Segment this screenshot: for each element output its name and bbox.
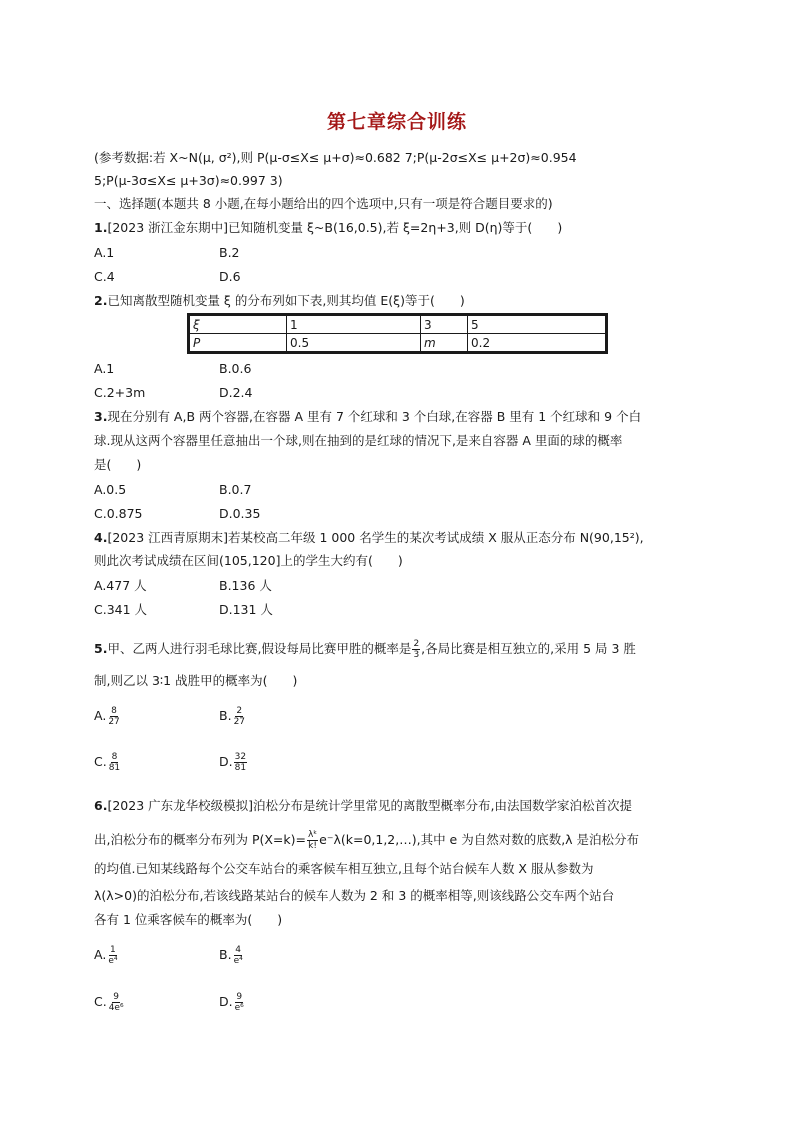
table-cell: m [421,334,468,353]
section-header: 一、选择题(本题共 8 小题,在每小题给出的四个选项中,只有一项是符合题目要求的) [94,196,553,211]
table-cell: ξ [189,315,287,334]
numerator: 8 [111,706,117,716]
table-row [189,334,607,353]
option-d [219,992,246,1013]
fraction [234,992,245,1013]
table-row [189,315,607,334]
table-cell: 0.5 [287,334,421,353]
question-6-line-4: λ(λ>0)的泊松分布,若该线路某站台的候车人数为 2 和 3 的概率相等,则该线路公交车两个站台 [94,888,615,903]
option-c: C.4 [94,269,115,284]
option-b: B.0.6 [219,361,252,376]
fraction [108,752,121,773]
numerator: 1 [110,945,116,955]
question-6-line-5: 各有 1 位乘客候车的概率为( ) [94,912,283,927]
question-text: [2023 广东龙华校级模拟]泊松分布是统计学里常见的离散型概率分布,由法国数学家泊松首次提 [107,798,632,813]
fraction [107,945,118,966]
option-label: B. [219,947,232,962]
option-label: C. [94,754,107,769]
question-4-line-2: 则此次考试成绩在区间(105,120]上的学生大约有( ) [94,553,403,568]
option-a [94,945,119,966]
page-title: 第七章综合训练 [326,111,467,133]
numerator: 4 [235,945,241,955]
option-label: D. [219,754,233,769]
question-number: 5. [94,641,108,656]
denominator: 81 [108,763,121,773]
table-cell: P [189,334,287,353]
question-text: 已知离散型随机变量 ξ 的分布列如下表,则其均值 E(ξ)等于( ) [107,293,465,308]
option-b: B.2 [219,245,240,260]
fraction [412,639,420,660]
question-text: 出,泊松分布的概率分布列为 P(X=k)= [94,832,306,847]
fraction [307,830,318,851]
reference-data-line-1: (参考数据:若 X~N(μ, σ²),则 P(μ-σ≤X≤ μ+σ)≈0.682 7;P(μ-2σ≤X≤ μ+2σ)≈0.954 [94,150,577,165]
denominator: e⁴ [108,956,118,966]
denominator: e⁴ [233,956,243,966]
question-number: 1. [94,220,108,235]
option-a: A.1 [94,245,115,260]
question-1 [94,219,562,237]
numerator: 9 [113,992,119,1002]
option-c: C.2+3m [94,385,146,400]
question-number: 3. [94,409,108,424]
option-a [94,706,122,727]
question-text: 现在分别有 A,B 两个容器,在容器 A 里有 7 个红球和 3 个白球,在容器 B 里有 1 个红球和 9 个白 [107,409,642,424]
question-text: 甲、乙两人进行羽毛球比赛,假设每局比赛甲胜的概率是 [107,641,412,656]
question-number: 2. [94,293,108,308]
option-label: B. [219,708,232,723]
question-number: 4. [94,530,108,545]
question-text: ,各局比赛是相互独立的,采用 5 局 3 胜 [421,641,636,656]
option-a: A.1 [94,361,115,376]
option-d: D.0.35 [219,506,261,521]
option-c: C.0.875 [94,506,143,521]
table-cell: 1 [287,315,421,334]
question-5-line-2: 制,则乙以 3∶1 战胜甲的概率为( ) [94,673,298,688]
option-label: C. [94,994,107,1009]
option-b [219,706,247,727]
option-a: A.477 人 [94,578,147,593]
question-6-line-3: 的均值.已知某线路每个公交车站台的乘客候车相互独立,且每个站台候车人数 X 服从参数为 [94,861,594,876]
question-text: e⁻λ(k=0,1,2,…),其中 e 为自然对数的底数,λ 是泊松分布 [319,832,640,847]
option-d [219,752,248,773]
question-number: 6. [94,798,108,813]
option-label: A. [94,708,107,723]
question-6 [94,797,632,815]
question-4 [94,529,644,547]
option-c: C.341 人 [94,602,148,617]
numerator: 9 [236,992,243,1002]
option-d: D.131 人 [219,602,273,617]
denominator: 81 [234,763,247,773]
distribution-table [187,313,608,354]
reference-data-line-2: 5;P(μ-3σ≤X≤ μ+3σ)≈0.997 3) [94,173,283,188]
option-c [94,752,122,773]
numerator: λᵏ [308,830,318,840]
option-label: D. [219,994,233,1009]
numerator: 2 [413,639,420,649]
numerator: 8 [111,752,118,762]
denominator: e⁶ [234,1003,244,1013]
question-text: [2023 江西青原期末]若某校高二年级 1 000 名学生的某次考试成绩 X 服从正态分布 N(90,15²), [107,530,644,545]
question-text: [2023 浙江金东期中]已知随机变量 ξ~B(16,0.5),若 ξ=2η+3,则 D(η)等于( ) [107,220,563,235]
question-3-line-3: 是( ) [94,457,142,472]
question-2 [94,292,465,310]
denominator: 4e⁶ [108,1003,124,1013]
denominator: k! [308,841,317,851]
option-b: B.0.7 [219,482,252,497]
fraction [233,945,244,966]
denominator: 27 [233,717,246,727]
numerator: 2 [236,706,243,716]
fraction [233,706,246,727]
option-c [94,992,126,1013]
table-cell: 3 [421,315,468,334]
question-5 [94,639,636,660]
denominator: 3 [413,650,420,660]
question-6-line-2 [94,830,639,851]
question-3 [94,408,641,426]
option-d: D.6 [219,269,241,284]
option-d: D.2.4 [219,385,253,400]
table-cell: 0.2 [468,334,607,353]
option-b: B.136 人 [219,578,272,593]
denominator: 27 [108,717,120,727]
fraction [234,752,247,773]
option-a: A.0.5 [94,482,127,497]
option-label: A. [94,947,107,962]
fraction [107,706,120,727]
fraction [108,992,125,1013]
option-b [219,945,245,966]
question-3-line-2: 球.现从这两个容器里任意抽出一个球,则在抽到的是红球的情况下,是来自容器 A 里面的球的概率 [94,433,623,448]
table-cell: 5 [468,315,607,334]
numerator: 32 [234,752,247,762]
